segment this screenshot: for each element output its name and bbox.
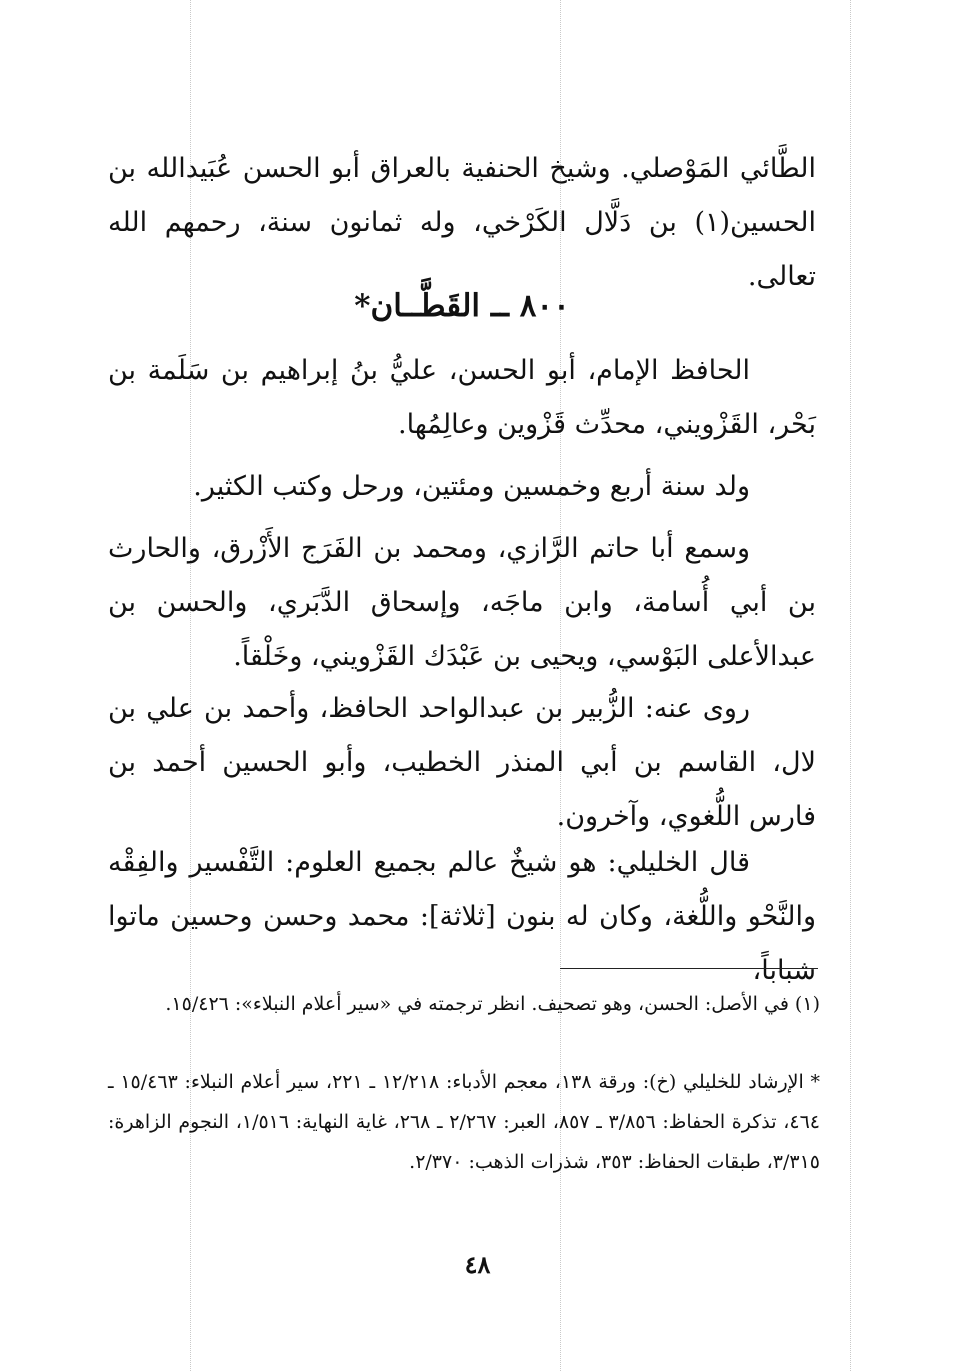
footnote-sources: * الإرشاد للخليلي (خ): ورقة ١٣٨، معجم الأدباء: ١٢/٢١٨ ـ ٢٢١، سير أعلام النبلاء: ١٥/٤٦٣ ـ ٤٦٤، تذكرة الحفاظ: ٣/٨٥٦ ـ ٨٥٧، العبر: ٢/٢٦٧ ـ ٢٦٨، غاية النهاية: ١/٥١٦، النجوم الزاهرة: ٣/٣١٥، طبقات الحفاظ: ٣٥٣، شذرات الذهب: ٢/٣٧٠. (108, 1071, 821, 1173)
entry-heading: ٨٠٠ ــ القَطَّــان* (354, 288, 570, 324)
scan-artifact-line (850, 0, 851, 1371)
continuation-paragraph: الطَّائي المَوْصلي. وشيخ الحنفية بالعراق أبو الحسن عُبَيدالله بن الحسين(١) بن دَلَّال الكَرْخي، وله ثمانون سنة، رحمهم الله تعالى. (108, 153, 816, 292)
paragraph-khalili-quote: قال الخليلي: هو شيخٌ عالم بجميع العلوم: التَّفْسير والفِقْه والنَّحْو واللُّغة، وكان له بنون [ثلاثة]: محمد وحسن وحسين ماتوا شباباً، (108, 847, 816, 986)
paragraph-biography: الحافظ الإمام، أبو الحسن، عليُّ بنُ إبراهيم بن سَلَمة بن بَحْر، القَزْويني، محدِّث قَزْوين وعالِمُها. (108, 355, 816, 440)
paragraph-students: روى عنه: الزُّبير بن عبدالواحد الحافظ، وأحمد بن علي بن لال، القاسم بن أبي المنذر الخطيب، وأبو الحسين أحمد بن فارس اللُّغوي، وآخرون. (108, 693, 816, 832)
paragraph-teachers: وسمع أبا حاتم الرَّازي، ومحمد بن الفَرَج الأَزْرق، والحارث بن أبي أُسامة، وابن ماجَه، وإسحاق الدَّبَري، والحسن بن عبدالأعلى البَوْسي، ويحيى بن عَبْدَك القَزْويني، وخَلْقاً. (108, 533, 816, 672)
page-number: ٤٨ (464, 1250, 491, 1279)
footnote-separator (560, 968, 818, 969)
footnote-1: (١) في الأصل: الحسن، وهو تصحيف. انظر ترجمته في «سير أعلام النبلاء»: ١٥/٤٢٦. (165, 993, 820, 1015)
paragraph-birth: ولد سنة أربع وخمسين ومئتين، ورحل وكتب الكثير. (193, 471, 750, 502)
